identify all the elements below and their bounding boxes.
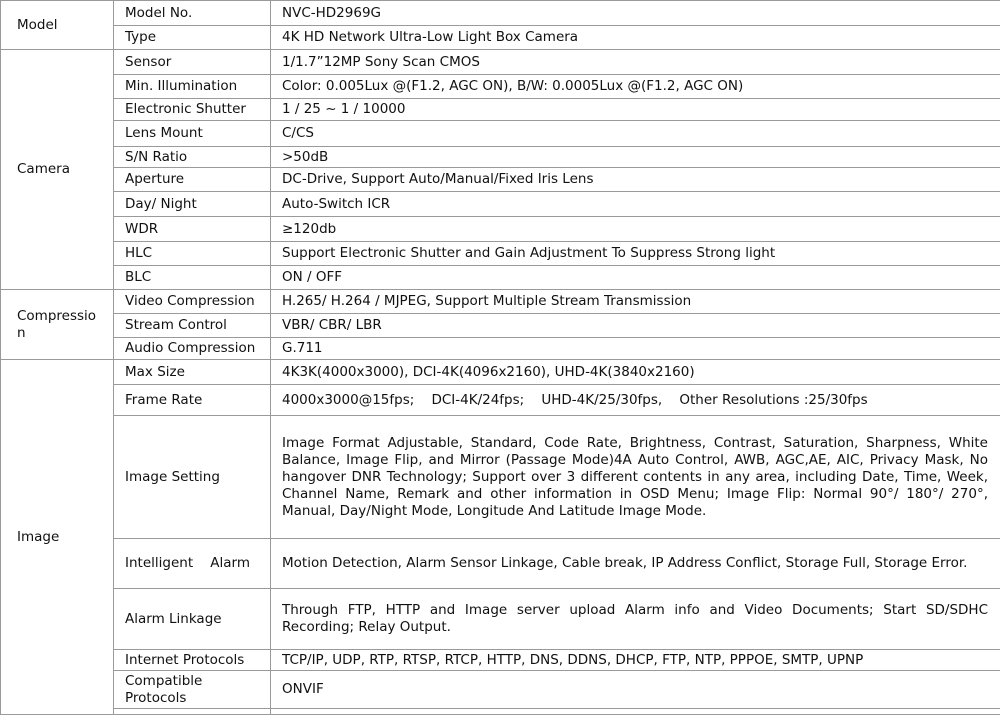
spec-value: DC-Drive, Support Auto/Manual/Fixed Iris Lens: [271, 168, 1000, 192]
table-row: [1, 266, 1000, 290]
spec-value: 4000x3000@15fps; DCI-4K/24fps; UHD-4K/25/30fps, Other Resolutions :25/30fps: [271, 385, 1000, 416]
table-row: [1, 147, 1000, 168]
table-row: [1, 338, 1000, 360]
category-model: Model: [1, 1, 114, 50]
table-row: [1, 539, 1000, 589]
table-row: [1, 242, 1000, 266]
spec-label: Alarm Linkage: [114, 589, 271, 650]
spec-label: Stream Control: [114, 314, 271, 338]
category-camera: Camera: [1, 50, 114, 290]
table-row: [1, 192, 1000, 217]
spec-value: Motion Detection, Alarm Sensor Linkage, Cable break, IP Address Conflict, Storage Full, Storage Error.: [271, 539, 1000, 589]
spec-value: [271, 709, 1000, 715]
spec-value: VBR/ CBR/ LBR: [271, 314, 1000, 338]
table-row: [1, 1, 1000, 26]
spec-value: Support Electronic Shutter and Gain Adjustment To Suppress Strong light: [271, 242, 1000, 266]
table-row: [1, 589, 1000, 650]
spec-label: Image Setting: [114, 416, 271, 539]
category-image: Image: [1, 360, 114, 715]
spec-value: 1 / 25 ~ 1 / 10000: [271, 99, 1000, 121]
spec-label: Compatible Protocols: [114, 671, 271, 709]
table-row: [1, 650, 1000, 671]
spec-value: ≥120db: [271, 217, 1000, 242]
spec-value: Auto-Switch ICR: [271, 192, 1000, 217]
spec-label: Intelligent Alarm: [114, 539, 271, 589]
table-row: [1, 26, 1000, 50]
spec-label: Aperture: [114, 168, 271, 192]
spec-label: Audio Compression: [114, 338, 271, 360]
table-row: [1, 416, 1000, 539]
spec-label: HLC: [114, 242, 271, 266]
table-row: [1, 360, 1000, 385]
spec-value: ON / OFF: [271, 266, 1000, 290]
spec-label: Sensor: [114, 50, 271, 75]
spec-value: 1/1.7”12MP Sony Scan CMOS: [271, 50, 1000, 75]
table-row: [1, 671, 1000, 709]
category-compression: Compressio n: [1, 290, 114, 360]
spec-value: Image Format Adjustable, Standard, Code Rate, Brightness, Contrast, Saturation, Sharpness, White Balance, Image Flip, and Mirror (Passage Mode)4A Auto Control, AWB, AGC,AE, AIC, Privacy Mask, No hangover DNR Technology; Support over 3 different contents in any area, including Date, Time, Week, Channel Name, Remark and other information in OSD Menu; Image Flip: Normal 90°/ 180°/ 270°, Manual, Day/Night Mode, Longitude And Latitude Image Mode.: [271, 416, 1000, 539]
table-row: [1, 314, 1000, 338]
table-row: [1, 121, 1000, 147]
table-row: [1, 217, 1000, 242]
table-row: [1, 168, 1000, 192]
spec-value: Color: 0.005Lux @(F1.2, AGC ON), B/W: 0.0005Lux @(F1.2, AGC ON): [271, 75, 1000, 99]
spec-label: Lens Mount: [114, 121, 271, 147]
spec-label: Frame Rate: [114, 385, 271, 416]
table-row: [1, 290, 1000, 314]
spec-label: Internet Protocols: [114, 650, 271, 671]
spec-label: BLC: [114, 266, 271, 290]
spec-value: NVC-HD2969G: [271, 1, 1000, 26]
spec-label: WDR: [114, 217, 271, 242]
spec-value: 4K3K(4000x3000), DCI-4K(4096x2160), UHD-4K(3840x2160): [271, 360, 1000, 385]
spec-value: ONVIF: [271, 671, 1000, 709]
spec-label: Electronic Shutter: [114, 99, 271, 121]
spec-value: Through FTP, HTTP and Image server upload Alarm info and Video Documents; Start SD/SDHC Recording; Relay Output.: [271, 589, 1000, 650]
spec-value: 4K HD Network Ultra-Low Light Box Camera: [271, 26, 1000, 50]
spec-label: S/N Ratio: [114, 147, 271, 168]
table-row: [1, 99, 1000, 121]
table-row: [1, 385, 1000, 416]
spec-label: [114, 709, 271, 715]
spec-label: Day/ Night: [114, 192, 271, 217]
table-row: [1, 75, 1000, 99]
spec-label: Model No.: [114, 1, 271, 26]
spec-value: H.265/ H.264 / MJPEG, Support Multiple Stream Transmission: [271, 290, 1000, 314]
spec-label: Max Size: [114, 360, 271, 385]
table-row: [1, 709, 1000, 715]
spec-value: C/CS: [271, 121, 1000, 147]
spec-label: Type: [114, 26, 271, 50]
spec-value: TCP/IP, UDP, RTP, RTSP, RTCP, HTTP, DNS, DDNS, DHCP, FTP, NTP, PPPOE, SMTP, UPNP: [271, 650, 1000, 671]
spec-value: >50dB: [271, 147, 1000, 168]
table-row: [1, 50, 1000, 75]
spec-label: Video Compression: [114, 290, 271, 314]
spec-value: G.711: [271, 338, 1000, 360]
spec-label: Min. Illumination: [114, 75, 271, 99]
